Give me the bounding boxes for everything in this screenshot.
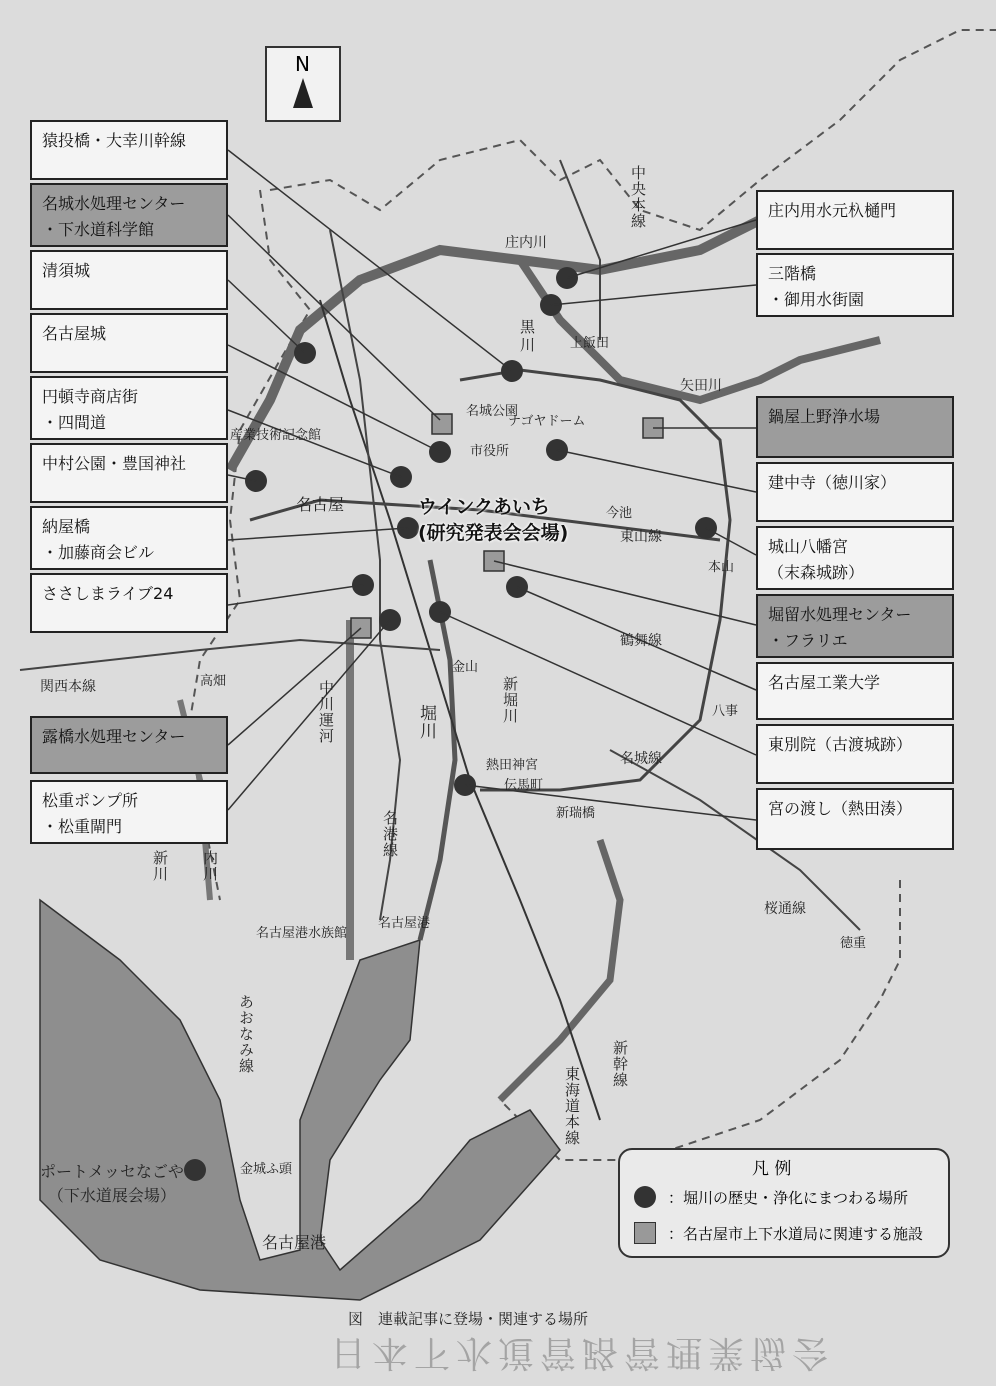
map-label-city-hall: 市役所 bbox=[470, 444, 510, 459]
label-nayabashi: 納屋橋 ・加藤商会ビル bbox=[30, 506, 228, 570]
label-shiroyama: 城山八幡宮 （末森城跡） bbox=[756, 526, 954, 590]
label-sanage: 猿投橋・大幸川幹線 bbox=[30, 120, 228, 180]
label-kiyosu: 清須城 bbox=[30, 250, 228, 310]
label-nabeya-ueno: 鍋屋上野浄水場 bbox=[756, 396, 954, 458]
facility-square-icon bbox=[634, 1222, 656, 1244]
map-label-nagoya-station: 名古屋 bbox=[296, 495, 345, 514]
label-nagoya-castle: 名古屋城 bbox=[30, 313, 228, 373]
map-label-kinjo-futo: 金城ふ頭 bbox=[240, 1162, 293, 1177]
map-label-kurokawa: 黒 川 bbox=[520, 318, 536, 354]
label-shonai-hinomon: 庄内用水元杁樋門 bbox=[756, 190, 954, 250]
legend-item-facility bbox=[634, 1222, 923, 1244]
map-label-shinhorikawa: 新堀川 bbox=[501, 676, 519, 724]
map-label-yagoto: 八事 bbox=[712, 704, 739, 719]
label-higashi-betsuin: 東別院（古渡城跡） bbox=[756, 724, 954, 784]
map-label-kanayama: 金山 bbox=[452, 660, 479, 675]
figure-caption: 図 連載記事に登場・関連する場所 bbox=[348, 1310, 589, 1328]
map-label-imaike: 今池 bbox=[606, 506, 633, 521]
map-label-aonami-line: あおなみ線 bbox=[237, 994, 255, 1074]
venue-name: ウインクあいち bbox=[418, 496, 551, 518]
label-nit: 名古屋工業大学 bbox=[756, 662, 954, 720]
map-label-motoyama: 本山 bbox=[708, 560, 735, 575]
map-label-atsuta-jingu: 熱田神宮 bbox=[486, 758, 539, 773]
map-label-sangyo-museum: 産業技術記念館 bbox=[230, 428, 322, 443]
map-label-higashiyama-line: 東山線 bbox=[620, 529, 662, 545]
label-nakamura-park: 中村公園・豊国神社 bbox=[30, 443, 228, 503]
label-meijo-center: 名城水処理センター ・下水道科学館 bbox=[30, 183, 228, 247]
map-legend bbox=[618, 1148, 950, 1258]
map-label-aquarium: 名古屋港水族館 bbox=[256, 926, 348, 941]
legend-facility-text: ：名古屋市上下水道局に関連する施設 bbox=[668, 1224, 924, 1243]
map-label-nagoya-dome: ナゴヤドーム bbox=[508, 414, 586, 429]
label-matsushige: 松重ポンプ所 ・松重閘門 bbox=[30, 780, 228, 844]
map-label-chuo-line: 中央本線 bbox=[629, 165, 647, 229]
label-kenchuji: 建中寺（徳川家） bbox=[756, 462, 954, 522]
map-label-meijo-line: 名城線 bbox=[620, 751, 662, 767]
label-miya-no-watashi: 宮の渡し（熱田湊） bbox=[756, 788, 954, 850]
map-label-temmacho: 伝馬町 bbox=[504, 778, 544, 793]
map-label-shinkansen: 新幹線 bbox=[611, 1040, 629, 1088]
compass-north-icon bbox=[265, 46, 341, 122]
map-label-yada-river: 矢田川 bbox=[680, 378, 722, 394]
map-label-tsurumai-line: 鶴舞線 bbox=[620, 633, 662, 649]
map-label-kamiiida: 上飯田 bbox=[570, 336, 610, 351]
map-label-sakuradori-line: 桜通線 bbox=[764, 901, 806, 917]
map-label-tokaido-line: 東海道本線 bbox=[563, 1066, 581, 1146]
map-label-shonai-river: 庄内川 bbox=[505, 235, 547, 251]
label-horidome-center: 堀留水処理センター ・フラリエ bbox=[756, 594, 954, 658]
map-label-shinmizuhashi: 新瑞橋 bbox=[556, 806, 596, 821]
map-label-tokushige: 徳重 bbox=[840, 936, 867, 951]
history-dot-icon bbox=[634, 1186, 656, 1208]
map-label-meijo-park: 名城公園 bbox=[466, 404, 519, 419]
legend-history-text: ：堀川の歴史・浄化にまつわる場所 bbox=[668, 1188, 909, 1207]
map-label-nagoya-port-station: 名古屋港 bbox=[378, 916, 431, 931]
label-sasashima: ささしまライブ24 bbox=[30, 573, 228, 633]
label-endoji: 円頓寺商店街 ・四間道 bbox=[30, 376, 228, 440]
north-label: N bbox=[295, 52, 310, 76]
legend-title: 凡 例 bbox=[752, 1159, 792, 1179]
venue-subtitle: (研究発表会会場) bbox=[418, 522, 569, 544]
map-label-takabata: 高畑 bbox=[200, 674, 227, 689]
footer-mirrored-text: 日本下水道管路管理業協会 bbox=[330, 1332, 835, 1373]
label-sangaibashi: 三階橋 ・御用水街園 bbox=[756, 253, 954, 317]
map-label-meiko-line: 名港線 bbox=[381, 810, 399, 858]
venue-label bbox=[418, 494, 568, 546]
legend-item-history bbox=[634, 1186, 908, 1208]
map-label-nagoya-port: 名古屋港 bbox=[262, 1233, 327, 1252]
map-label-uchikawa: 内川 bbox=[201, 850, 219, 882]
label-port-messe: ポートメッセなごや （下水道展会場） bbox=[40, 1162, 184, 1205]
map-label-horikawa: 堀川 bbox=[416, 704, 436, 740]
label-tsuyuhashi-center: 露橋水処理センター bbox=[30, 716, 228, 774]
map-label-nakagawa-canal: 中川運河 bbox=[317, 680, 335, 744]
map-label-shinkawa: 新川 bbox=[151, 850, 169, 882]
map-label-kansai-line: 関西本線 bbox=[40, 679, 96, 695]
